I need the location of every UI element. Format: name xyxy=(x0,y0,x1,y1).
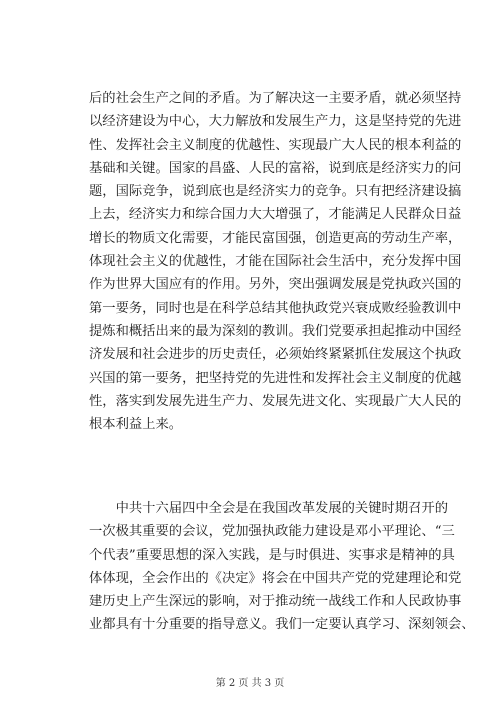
text-line: 兴国的第一要务，把坚持党的先进性和发挥社会主义制度的优越 xyxy=(89,370,462,386)
text-line: 后的社会生产之间的矛盾。为了解决这一主要矛盾，就必须坚持 xyxy=(89,91,462,106)
text-line: 以经济建设为中心，大力解放和发展生产力，这是坚持党的先进 xyxy=(89,114,462,130)
text-line: 提炼和概括出来的最为深刻的教训。我们党要承担起推动中国经 xyxy=(89,323,462,339)
text-line: 济发展和社会进步的历史责任，必须始终紧紧抓住发展这个执政 xyxy=(89,347,462,363)
text-line: 个代表”重要思想的深入实践，是与时俱进、实事求是精神的具 xyxy=(89,547,455,563)
text-line: 性，落实到发展先进生产力、发展先进文化、实现最广大人民的 xyxy=(89,393,462,409)
text-line: 题，国际竞争，说到底也是经济实力的竞争。只有把经济建设搞 xyxy=(89,184,462,200)
text-line: 体体现，全会作出的《决定》将会在中国共产党的党建理论和党 xyxy=(89,570,462,586)
text-line: 作为世界大国应有的作用。另外，突出强调发展是党执政兴国的 xyxy=(89,277,462,293)
text-line: 基础和关键。国家的昌盛、人民的富裕，说到底是经济实力的问 xyxy=(89,160,462,176)
text-line: 根本利益上来。 xyxy=(89,417,183,433)
text-line: 建历史上产生深远的影响，对于推动统一战线工作和人民政协事 xyxy=(89,594,462,610)
text-line: 一次极其重要的会议，党加强执政能力建设是邓小平理论、“三 xyxy=(89,524,455,540)
text-line: 体现社会主义的优越性，才能在国际社会生活中，充分发挥中国 xyxy=(89,254,462,270)
paragraph-2 xyxy=(89,497,475,637)
text-line: 增长的物质文化需要，才能民富国强，创造更高的劳动生产率， xyxy=(89,230,462,246)
text-line: 中共十六届四中全会是在我国改革发展的关键时期召开的 xyxy=(89,501,449,516)
paragraph-1 xyxy=(89,87,462,436)
text-line: 第一要务，同时也是在科学总结其他执政党兴衰成败经验教训中 xyxy=(89,300,462,316)
text-line: 业都具有十分重要的指导意义。我们一定要认真学习、深刻领会、 xyxy=(89,617,475,633)
text-line: 性、发挥社会主义制度的优越性、实现最广大人民的根本利益的 xyxy=(89,137,462,153)
page-footer: 第 2 页 共 3 页 xyxy=(215,678,285,689)
text-line: 上去，经济实力和综合国力大大增强了，才能满足人民群众日益 xyxy=(89,207,462,223)
